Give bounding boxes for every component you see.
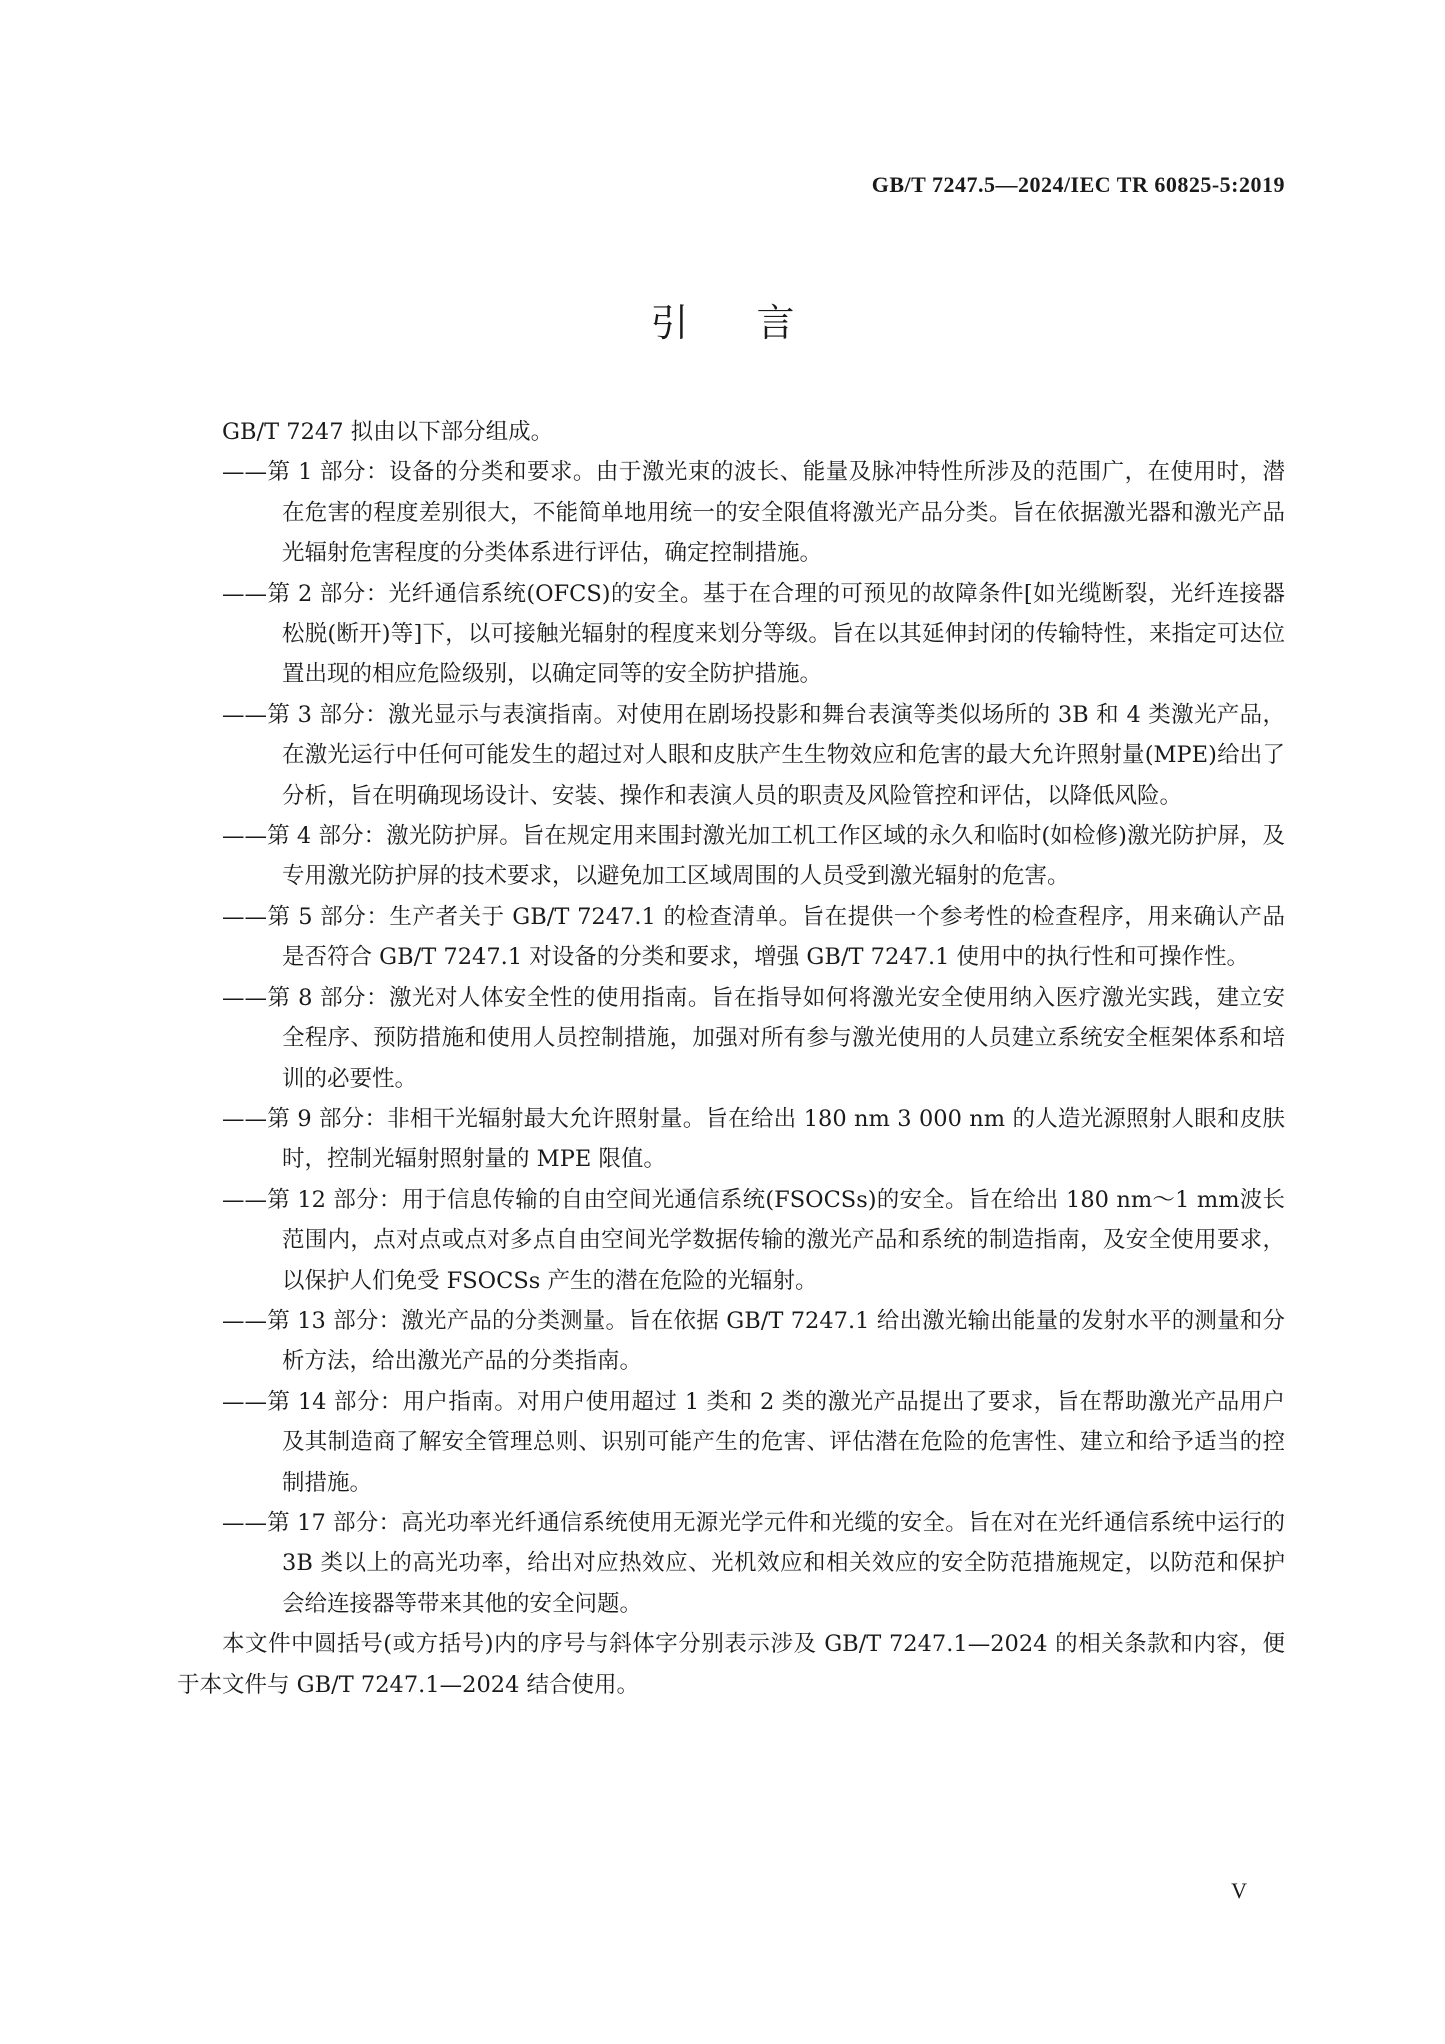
list-item-part-13: ——第 13 部分：激光产品的分类测量。旨在依据 GB/T 7247.1 给出激光输出能量的发射水平的测量和分析方法，给出激光产品的分类指南。 — [222, 1307, 1285, 1375]
list-item-part-4: ——第 4 部分：激光防护屏。旨在规定用来围封激光加工机工作区域的永久和临时(如检修)激光防护屏，及专用激光防护屏的技术要求，以避免加工区域周围的人员受到激光辐射的危害。 — [222, 823, 1285, 890]
list-item-part-9: ——第 9 部分：非相干光辐射最大允许照射量。旨在给出 180 nm 3 000 nm 的人造光源照射人眼和皮肤时，控制光辐射照射量的 MPE 限值。 — [222, 1105, 1285, 1173]
list-item-part-17: ——第 17 部分：高光功率光纤通信系统使用无源光学元件和光缆的安全。旨在对在光纤通信系统中运行的 3B 类以上的高光功率，给出对应热效应、光机效应和相关效应的安全防范措施规定，以防范和保护会给连接器等带来其他的安全问题。 — [222, 1509, 1285, 1617]
list-item-part-1: ——第 1 部分：设备的分类和要求。由于激光束的波长、能量及脉冲特性所涉及的范围广，在使用时，潜在危害的程度差别很大，不能简单地用统一的安全限值将激光产品分类。旨在依据激光器和激光产品光辐射危害程度的分类体系进行评估，确定控制措施。 — [222, 459, 1285, 567]
list-item-part-5: ——第 5 部分：生产者关于 GB/T 7247.1 的检查清单。旨在提供一个参考性的检查程序，用来确认产品是否符合 GB/T 7247.1 对设备的分类和要求，增强 GB/T 7247.1 使用中的执行性和可操作性。 — [222, 903, 1285, 971]
list-item-part-2: ——第 2 部分：光纤通信系统(OFCS)的安全。基于在合理的可预见的故障条件[如光缆断裂，光纤连接器松脱(断开)等]下，以可接触光辐射的程度来划分等级。旨在以其延伸封闭的传输特性，来指定可达位置出现的相应危险级别，以确定同等的安全防护措施。 — [222, 580, 1285, 688]
page-number: V — [1231, 1878, 1247, 1903]
closing-paragraph: 本文件中圆括号(或方括号)内的序号与斜体字分别表示涉及 GB/T 7247.1—2024 的相关条款和内容，便于本文件与 GB/T 7247.1—2024 结合使用。 — [177, 1631, 1285, 1698]
document-body — [177, 412, 1285, 1705]
list-item-part-12: ——第 12 部分：用于信息传输的自由空间光通信系统(FSOCSs)的安全。旨在给出 180 nm～1 mm波长范围内，点对点或点对多点自由空间光学数据传输的激光产品和系统的制造指南，及安全使用要求，以保护人们免受 FSOCSs 产生的潜在危险的光辐射。 — [222, 1186, 1285, 1294]
intro-paragraph: GB/T 7247 拟由以下部分组成。 — [222, 419, 554, 445]
list-item-part-3: ——第 3 部分：激光显示与表演指南。对使用在剧场投影和舞台表演等类似场所的 3B 和 4 类激光产品，在激光运行中任何可能发生的超过对人眼和皮肤产生生物效应和危害的最大允许照射量(MPE)给出了分析，旨在明确现场设计、安装、操作和表演人员的职责及风险管控和评估，以降低风险。 — [222, 701, 1285, 809]
page-title: 引言 — [650, 301, 863, 345]
standard-number: GB/T 7247.5—2024/IEC TR 60825-5:2019 — [871, 172, 1285, 197]
list-item-part-8: ——第 8 部分：激光对人体安全性的使用指南。旨在指导如何将激光安全使用纳入医疗激光实践，建立安全程序、预防措施和使用人员控制措施，加强对所有参与激光使用的人员建立系统安全框架体系和培训的必要性。 — [222, 984, 1285, 1092]
list-item-part-14: ——第 14 部分：用户指南。对用户使用超过 1 类和 2 类的激光产品提出了要求，旨在帮助激光产品用户及其制造商了解安全管理总则、识别可能产生的危害、评估潜在危险的危害性、建立和给予适当的控制措施。 — [222, 1388, 1285, 1496]
